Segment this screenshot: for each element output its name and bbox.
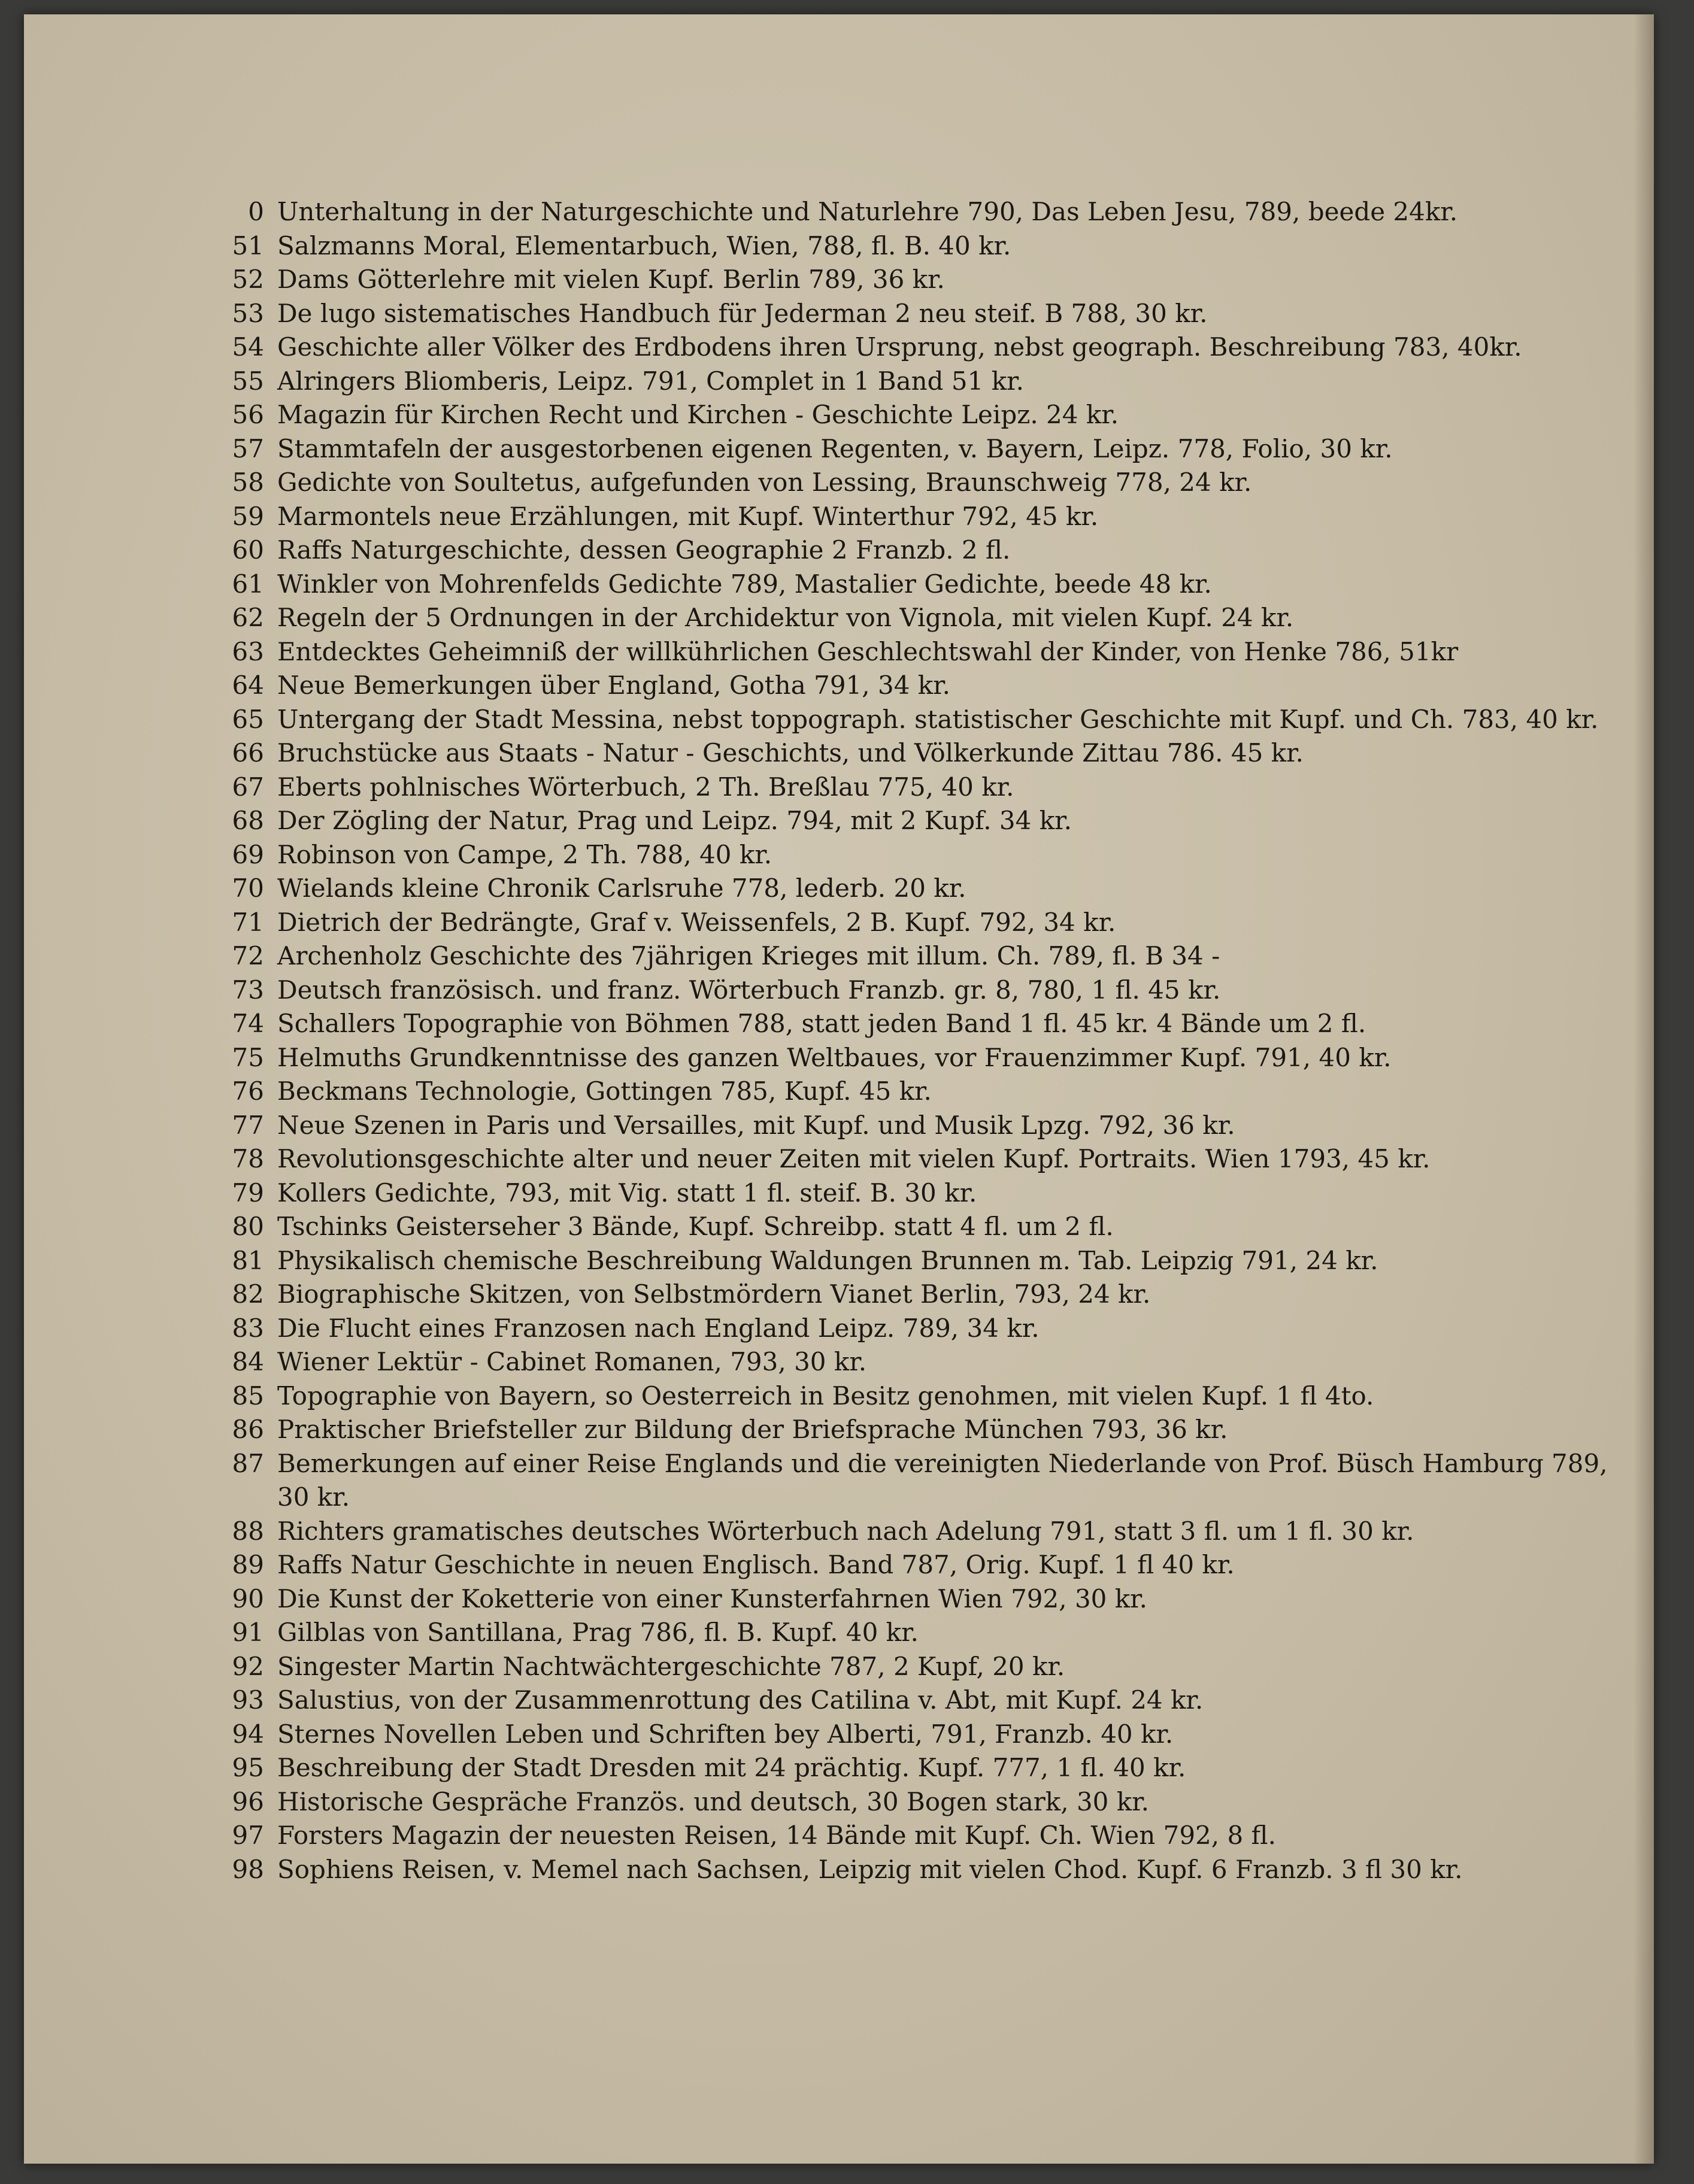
- list-item: [214, 1650, 1634, 1684]
- entry-number: 70: [232, 873, 264, 903]
- entry-number: 91: [232, 1618, 264, 1647]
- list-item: [214, 398, 1634, 432]
- list-item: [214, 568, 1634, 602]
- entry-text: Neue Szenen in Paris und Versailles, mit Kupf. und Musik Lpzg. 792, 36 kr.: [277, 1110, 1235, 1140]
- entry-number: 54: [232, 332, 264, 362]
- list-item: [214, 906, 1634, 940]
- entry-number: 61: [232, 569, 264, 599]
- list-item: [214, 1176, 1634, 1211]
- book-list: [214, 195, 1634, 1886]
- entry-number: 96: [232, 1786, 264, 1816]
- entry-text: Neue Bemerkungen über England, Gotha 791, 34 kr.: [277, 671, 951, 700]
- entry-number: 76: [232, 1076, 264, 1106]
- entry-text: Wielands kleine Chronik Carlsruhe 778, lederb. 20 kr.: [277, 873, 966, 903]
- entry-text: Bruchstücke aus Staats ‐ Natur ‐ Geschichts, und Völkerkunde Zittau 786. 45 kr.: [277, 738, 1304, 768]
- list-item: [214, 838, 1634, 872]
- entry-number: 59: [232, 501, 264, 531]
- entry-number: 60: [232, 535, 264, 565]
- entry-text: Physikalisch chemische Beschreibung Waldungen Brunnen m. Tab. Leipzig 791, 24 kr.: [277, 1245, 1378, 1275]
- entry-number: 83: [232, 1313, 264, 1343]
- entry-number: 82: [232, 1279, 264, 1309]
- list-item: [214, 1582, 1634, 1616]
- entry-number: 94: [232, 1719, 264, 1749]
- list-item: [214, 1345, 1634, 1379]
- entry-text: Gedichte von Soultetus, aufgefunden von Lessing, Braunschweig 778, 24 kr.: [277, 468, 1252, 497]
- list-item: [214, 263, 1634, 297]
- entry-number: 98: [232, 1854, 264, 1884]
- entry-text: Singester Martin Nachtwächtergeschichte 787, 2 Kupf, 20 kr.: [277, 1651, 1065, 1681]
- list-item: [214, 533, 1634, 568]
- entry-text: Salzmanns Moral, Elementarbuch, Wien, 788, fl. B. 40 kr.: [277, 230, 1011, 260]
- entry-number: 95: [232, 1753, 264, 1782]
- list-item: [214, 1785, 1634, 1819]
- entry-text: Sternes Novellen Leben und Schriften bey Alberti, 791, Franzb. 40 kr.: [277, 1719, 1174, 1749]
- entry-number: 97: [232, 1821, 264, 1850]
- entry-text: Deutsch französisch. und franz. Wörterbuch Franzb. gr. 8, 780, 1 fl. 45 kr.: [277, 975, 1221, 1005]
- document-page: [24, 14, 1654, 2164]
- list-item: [214, 635, 1634, 669]
- list-item: [214, 1142, 1634, 1176]
- list-item: [214, 1515, 1634, 1549]
- list-item: [214, 1548, 1634, 1582]
- entry-text: Tschinks Geisterseher 3 Bände, Kupf. Schreibp. statt 4 fl. um 2 fl.: [277, 1212, 1114, 1241]
- list-item: [214, 365, 1634, 399]
- entry-text: Robinson von Campe, 2 Th. 788, 40 kr.: [277, 839, 772, 869]
- entry-text: Die Flucht eines Franzosen nach England Leipz. 789, 34 kr.: [277, 1313, 1040, 1343]
- entry-number: 56: [232, 400, 264, 429]
- entry-number: 66: [232, 738, 264, 768]
- entry-number: 77: [232, 1110, 264, 1140]
- list-item: [214, 1312, 1634, 1346]
- entry-text: Richters gramatisches deutsches Wörterbuch nach Adelung 791, statt 3 fl. um 1 fl. 30 kr.: [277, 1516, 1414, 1546]
- entry-text: Sophiens Reisen, v. Memel nach Sachsen, Leipzig mit vielen Chod. Kupf. 6 Franzb. 3 fl 30 kr.: [277, 1854, 1463, 1884]
- entry-text: Die Kunst der Koketterie von einer Kunsterfahrnen Wien 792, 30 kr.: [277, 1584, 1147, 1613]
- entry-text: Untergang der Stadt Messina, nebst toppograph. statistischer Geschichte mit Kupf. und Ch. 783, 40 kr.: [277, 704, 1599, 734]
- entry-number: 53: [232, 298, 264, 328]
- list-item: [214, 736, 1634, 771]
- entry-text: Raffs Naturgeschichte, dessen Geographie 2 Franzb. 2 fl.: [277, 535, 1011, 565]
- entry-text: Wiener Lektür ‐ Cabinet Romanen, 793, 30 kr.: [277, 1347, 867, 1376]
- list-item: [214, 1751, 1634, 1785]
- entry-text: Biographische Skitzen, von Selbstmördern Vianet Berlin, 793, 24 kr.: [277, 1279, 1151, 1309]
- list-item: [214, 1684, 1634, 1718]
- entry-number: 93: [232, 1685, 264, 1715]
- entry-number: 63: [232, 636, 264, 666]
- list-item: [214, 939, 1634, 973]
- entry-number: 90: [232, 1584, 264, 1613]
- entry-number: 87: [232, 1448, 264, 1478]
- entry-number: 72: [232, 941, 264, 970]
- entry-text: De lugo sistematisches Handbuch für Jederman 2 neu steif. B 788, 30 kr.: [277, 298, 1208, 328]
- entry-text: Archenholz Geschichte des 7jährigen Krieges mit illum. Ch. 789, fl. B 34 ‐: [277, 941, 1220, 970]
- entry-number: 65: [232, 704, 264, 734]
- list-item: [214, 973, 1634, 1008]
- entry-text: Dams Götterlehre mit vielen Kupf. Berlin 789, 36 kr.: [277, 265, 945, 294]
- entry-number: 75: [232, 1042, 264, 1072]
- entry-text: Praktischer Briefsteller zur Bildung der Briefsprache München 793, 36 kr.: [277, 1415, 1228, 1444]
- entry-number: 51: [232, 230, 264, 260]
- list-item: [214, 195, 1634, 229]
- list-item: [214, 229, 1634, 263]
- entry-number: 55: [232, 366, 264, 396]
- entry-text: Unterhaltung in der Naturgeschichte und Naturlehre 790, Das Leben Jesu, 789, beede 24kr.: [277, 197, 1458, 226]
- entry-text: Kollers Gedichte, 793, mit Vig. statt 1 fl. steif. B. 30 kr.: [277, 1178, 977, 1208]
- entry-number: 78: [232, 1144, 264, 1173]
- list-item: [214, 872, 1634, 906]
- entry-text: Stammtafeln der ausgestorbenen eigenen Regenten, v. Bayern, Leipz. 778, Folio, 30 kr.: [277, 433, 1393, 463]
- list-item: [214, 1109, 1634, 1143]
- list-item: [214, 1379, 1634, 1413]
- entry-text: Revolutionsgeschichte alter und neuer Zeiten mit vielen Kupf. Portraits. Wien 1793, 45 kr.: [277, 1144, 1431, 1173]
- entry-text: Helmuths Grundkenntnisse des ganzen Weltbaues, vor Frauenzimmer Kupf. 791, 40 kr.: [277, 1042, 1392, 1072]
- entry-text: Marmontels neue Erzählungen, mit Kupf. Winterthur 792, 45 kr.: [277, 501, 1099, 531]
- entry-number: 84: [232, 1347, 264, 1376]
- list-item: [214, 500, 1634, 534]
- list-item: [214, 1278, 1634, 1312]
- list-item: [214, 1041, 1634, 1075]
- entry-text: Winkler von Mohrenfelds Gedichte 789, Mastalier Gedichte, beede 48 kr.: [277, 569, 1212, 599]
- entry-text: Gilblas von Santillana, Prag 786, fl. B. Kupf. 40 kr.: [277, 1618, 919, 1647]
- entry-text: Der Zögling der Natur, Prag und Leipz. 794, mit 2 Kupf. 34 kr.: [277, 806, 1072, 835]
- entry-number: 86: [232, 1415, 264, 1444]
- entry-number: 57: [232, 433, 264, 463]
- entry-number: 52: [232, 265, 264, 294]
- entry-number: 58: [232, 468, 264, 497]
- entry-number: 73: [232, 975, 264, 1005]
- entry-number: 80: [232, 1212, 264, 1241]
- entry-text: Magazin für Kirchen Recht und Kirchen ‐ Geschichte Leipz. 24 kr.: [277, 400, 1119, 429]
- entry-number: 67: [232, 772, 264, 802]
- entry-number: 92: [232, 1651, 264, 1681]
- list-item: [214, 1007, 1634, 1041]
- entry-text: Beschreibung der Stadt Dresden mit 24 prächtig. Kupf. 777, 1 fl. 40 kr.: [277, 1753, 1186, 1782]
- entry-text: Entdecktes Geheimniß der willkührlichen Geschlechtswahl der Kinder, von Henke 786, 51kr: [277, 636, 1459, 666]
- list-item: [214, 330, 1634, 365]
- list-item: [214, 1718, 1634, 1752]
- entry-number: 71: [232, 907, 264, 937]
- entry-text: Beckmans Technologie, Gottingen 785, Kupf. 45 kr.: [277, 1076, 932, 1106]
- entry-text: Forsters Magazin der neuesten Reisen, 14 Bände mit Kupf. Ch. Wien 792, 8 fl.: [277, 1821, 1276, 1850]
- list-item: [214, 601, 1634, 635]
- entry-text: Raffs Natur Geschichte in neuen Englisch. Band 787, Orig. Kupf. 1 fl 40 kr.: [277, 1550, 1235, 1579]
- list-item: [214, 1210, 1634, 1244]
- list-item: [214, 1616, 1634, 1650]
- entry-number: 62: [232, 603, 264, 632]
- list-item: [214, 771, 1634, 805]
- entry-number: 88: [232, 1516, 264, 1546]
- entry-text: Dietrich der Bedrängte, Graf v. Weissenfels, 2 B. Kupf. 792, 34 kr.: [277, 907, 1116, 937]
- list-item: [214, 703, 1634, 737]
- list-item: [214, 669, 1634, 703]
- entry-number: 81: [232, 1245, 264, 1275]
- list-item: [214, 804, 1634, 838]
- list-item: [214, 1075, 1634, 1109]
- list-item: [214, 466, 1634, 500]
- entry-number: 85: [232, 1381, 264, 1410]
- list-item: [214, 432, 1634, 466]
- entry-text: Historische Gespräche Französ. und deutsch, 30 Bogen stark, 30 kr.: [277, 1786, 1150, 1816]
- list-item: [214, 297, 1634, 331]
- entry-number: 69: [232, 839, 264, 869]
- entry-number: 79: [232, 1178, 264, 1208]
- entry-number: 74: [232, 1009, 264, 1038]
- entry-number: 64: [232, 671, 264, 700]
- entry-text: Regeln der 5 Ordnungen in der Archidektur von Vignola, mit vielen Kupf. 24 kr.: [277, 603, 1294, 632]
- entry-text: Bemerkungen auf einer Reise Englands und die vereinigten Niederlande von Prof. Büsch Hamburg 789, 30 kr.: [277, 1448, 1608, 1512]
- list-item: [214, 1853, 1634, 1887]
- entry-number: 0: [248, 197, 264, 226]
- list-item: [214, 1447, 1634, 1515]
- entry-text: Alringers Bliomberis, Leipz. 791, Complet in 1 Band 51 kr.: [277, 366, 1024, 396]
- list-item: [214, 1413, 1634, 1447]
- entry-number: 89: [232, 1550, 264, 1579]
- entry-text: Salustius, von der Zusammenrottung des Catilina v. Abt, mit Kupf. 24 kr.: [277, 1685, 1204, 1715]
- entry-text: Topographie von Bayern, so Oesterreich in Besitz genohmen, mit vielen Kupf. 1 fl 4to.: [277, 1381, 1374, 1410]
- list-item: [214, 1244, 1634, 1278]
- entry-number: 68: [232, 806, 264, 835]
- entry-text: Eberts pohlnisches Wörterbuch, 2 Th. Breßlau 775, 40 kr.: [277, 772, 1014, 802]
- entry-text: Schallers Topographie von Böhmen 788, statt jeden Band 1 fl. 45 kr. 4 Bände um 2 fl.: [277, 1009, 1366, 1038]
- entry-text: Geschichte aller Völker des Erdbodens ihren Ursprung, nebst geograph. Beschreibung 783, 40kr.: [277, 332, 1522, 362]
- list-item: [214, 1819, 1634, 1853]
